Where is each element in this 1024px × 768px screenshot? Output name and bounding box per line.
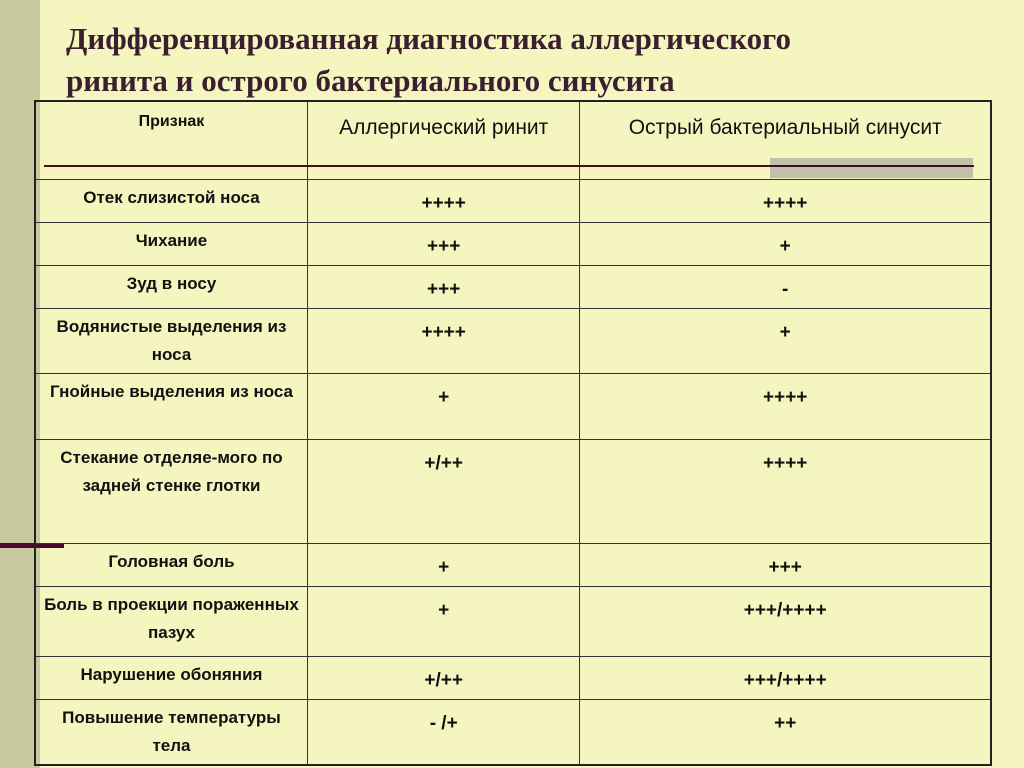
comparison-table [34,100,992,766]
bacterial-cell: +++/++++ [580,586,991,656]
table-row [35,373,991,439]
title-line-2: ринита и острого бактериального синусита [66,63,675,98]
comparison-table-wrap [34,100,992,754]
bacterial-cell: + [580,222,991,265]
sign-cell: Нарушение обоняния [35,656,307,699]
sign-cell: Гнойные выделения из носа [35,373,307,439]
table-row [35,586,991,656]
allergic-cell: + [307,373,579,439]
sign-cell: Повышение температуры тела [35,699,307,765]
allergic-cell: ++++ [307,179,579,222]
slide-title [66,18,966,102]
sign-cell: Стекание отделяе-мого по задней стенке глотки [35,439,307,543]
bacterial-cell: +++/++++ [580,656,991,699]
sign-cell: Зуд в носу [35,265,307,308]
sign-cell: Боль в проекции пораженных пазух [35,586,307,656]
header-rule-shadow [770,158,973,178]
table-body [35,179,991,765]
bacterial-cell: ++++ [580,439,991,543]
allergic-cell: - /+ [307,699,579,765]
sign-cell: Чихание [35,222,307,265]
allergic-cell: +/++ [307,439,579,543]
table-row [35,656,991,699]
table-row [35,179,991,222]
table-row [35,222,991,265]
bacterial-cell: - [580,265,991,308]
table-row [35,543,991,586]
bacterial-cell: + [580,308,991,373]
allergic-cell: + [307,543,579,586]
header-allergic: Аллергический ринит [307,101,579,179]
sign-cell: Головная боль [35,543,307,586]
allergic-cell: +/++ [307,656,579,699]
allergic-cell: +++ [307,222,579,265]
header-sign: Признак [35,101,307,179]
bacterial-cell: +++ [580,543,991,586]
bacterial-cell: ++++ [580,179,991,222]
table-row [35,265,991,308]
allergic-cell: +++ [307,265,579,308]
allergic-cell: + [307,586,579,656]
table-row [35,308,991,373]
header-bacterial: Острый бактериальный синусит [580,101,991,179]
bacterial-cell: ++ [580,699,991,765]
bacterial-cell: ++++ [580,373,991,439]
table-row [35,439,991,543]
header-rule-line [44,165,974,167]
table-row [35,699,991,765]
sign-cell: Отек слизистой носа [35,179,307,222]
sign-cell: Водянистые выделения из носа [35,308,307,373]
allergic-cell: ++++ [307,308,579,373]
title-line-1: Дифференцированная диагностика аллергического [66,21,791,56]
